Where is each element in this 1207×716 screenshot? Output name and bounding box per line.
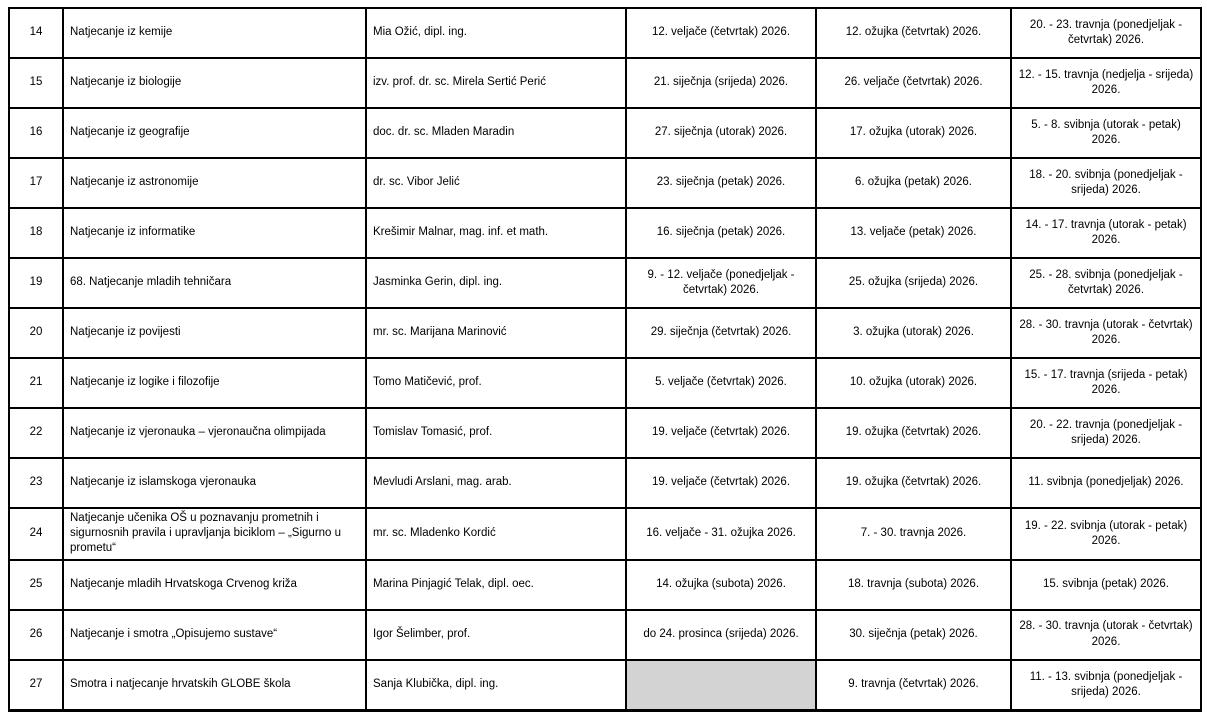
table-row	[9, 358, 1201, 408]
date-column1-cell: 29. siječnja (četvrtak) 2026.	[626, 308, 816, 358]
date-column2-cell: 10. ožujka (utorak) 2026.	[816, 358, 1011, 408]
competition-name-cell: Natjecanje iz astronomije	[63, 158, 366, 208]
date-column1-cell: do 24. prosinca (srijeda) 2026.	[626, 610, 816, 660]
row-number-cell: 15	[9, 58, 63, 108]
date-column2-cell: 19. ožujka (četvrtak) 2026.	[816, 408, 1011, 458]
competition-name-cell: Natjecanje mladih Hrvatskoga Crvenog križa	[63, 560, 366, 610]
coordinator-name-cell: doc. dr. sc. Mladen Maradin	[366, 108, 626, 158]
competition-name-cell: Natjecanje iz kemije	[63, 8, 366, 58]
row-number-cell: 24	[9, 508, 63, 560]
table-row	[9, 258, 1201, 308]
date-column2-cell: 25. ožujka (srijeda) 2026.	[816, 258, 1011, 308]
coordinator-name-cell: Krešimir Malnar, mag. inf. et math.	[366, 208, 626, 258]
coordinator-name-cell: izv. prof. dr. sc. Mirela Sertić Perić	[366, 58, 626, 108]
row-number-cell: 23	[9, 458, 63, 508]
competition-name-cell: Natjecanje iz povijesti	[63, 308, 366, 358]
competition-name-cell: Smotra i natjecanje hrvatskih GLOBE škola	[63, 660, 366, 711]
coordinator-name-cell: Tomo Matičević, prof.	[366, 358, 626, 408]
competition-schedule-table	[8, 7, 1202, 712]
competition-name-cell: Natjecanje iz vjeronauka – vjeronaučna olimpijada	[63, 408, 366, 458]
date-column3-cell: 20. - 22. travnja (ponedjeljak - srijeda) 2026.	[1011, 408, 1201, 458]
date-column3-cell: 19. - 22. svibnja (utorak - petak) 2026.	[1011, 508, 1201, 560]
row-number-cell: 22	[9, 408, 63, 458]
table-row	[9, 458, 1201, 508]
date-column3-cell: 11. svibnja (ponedjeljak) 2026.	[1011, 458, 1201, 508]
competition-name-cell: Natjecanje iz informatike	[63, 208, 366, 258]
date-column1-cell: 14. ožujka (subota) 2026.	[626, 560, 816, 610]
row-number-cell: 17	[9, 158, 63, 208]
competition-name-cell: Natjecanje iz logike i filozofije	[63, 358, 366, 408]
table-row	[9, 58, 1201, 108]
coordinator-name-cell: Jasminka Gerin, dipl. ing.	[366, 258, 626, 308]
date-column1-cell: 19. veljače (četvrtak) 2026.	[626, 458, 816, 508]
table-row	[9, 660, 1201, 711]
date-column1-cell: 16. veljače - 31. ožujka 2026.	[626, 508, 816, 560]
date-column1-cell: 27. siječnja (utorak) 2026.	[626, 108, 816, 158]
coordinator-name-cell: Sanja Klubička, dipl. ing.	[366, 660, 626, 711]
row-number-cell: 26	[9, 610, 63, 660]
coordinator-name-cell: Tomislav Tomasić, prof.	[366, 408, 626, 458]
date-column1-cell: 19. veljače (četvrtak) 2026.	[626, 408, 816, 458]
coordinator-name-cell: mr. sc. Mladenko Kordić	[366, 508, 626, 560]
table-row	[9, 560, 1201, 610]
table-row	[9, 408, 1201, 458]
date-column3-cell: 15. - 17. travnja (srijeda - petak) 2026.	[1011, 358, 1201, 408]
date-column3-cell: 28. - 30. travnja (utorak - četvrtak) 2026.	[1011, 308, 1201, 358]
date-column3-cell: 12. - 15. travnja (nedjelja - srijeda) 2026.	[1011, 58, 1201, 108]
coordinator-name-cell: Marina Pinjagić Telak, dipl. oec.	[366, 560, 626, 610]
date-column1-cell: 5. veljače (četvrtak) 2026.	[626, 358, 816, 408]
date-column3-cell: 5. - 8. svibnja (utorak - petak) 2026.	[1011, 108, 1201, 158]
date-column2-cell: 3. ožujka (utorak) 2026.	[816, 308, 1011, 358]
document-page	[8, 7, 1202, 712]
table-row	[9, 308, 1201, 358]
date-column3-cell: 28. - 30. travnja (utorak - četvrtak) 2026.	[1011, 610, 1201, 660]
competition-name-cell: 68. Natjecanje mladih tehničara	[63, 258, 366, 308]
row-number-cell: 19	[9, 258, 63, 308]
row-number-cell: 18	[9, 208, 63, 258]
date-column2-cell: 26. veljače (četvrtak) 2026.	[816, 58, 1011, 108]
row-number-cell: 25	[9, 560, 63, 610]
date-column2-cell: 7. - 30. travnja 2026.	[816, 508, 1011, 560]
date-column2-cell: 12. ožujka (četvrtak) 2026.	[816, 8, 1011, 58]
date-column3-cell: 18. - 20. svibnja (ponedjeljak - srijeda) 2026.	[1011, 158, 1201, 208]
competition-name-cell: Natjecanje iz islamskoga vjeronauka	[63, 458, 366, 508]
date-column1-cell: 21. siječnja (srijeda) 2026.	[626, 58, 816, 108]
competition-name-cell: Natjecanje učenika OŠ u poznavanju prometnih i sigurnosnih pravila i upravljanja biciklom – „Sigurno u prometu“	[63, 508, 366, 560]
competition-name-cell: Natjecanje i smotra „Opisujemo sustave“	[63, 610, 366, 660]
date-column2-cell: 9. travnja (četvrtak) 2026.	[816, 660, 1011, 711]
date-column3-cell: 11. - 13. svibnja (ponedjeljak - srijeda) 2026.	[1011, 660, 1201, 711]
coordinator-name-cell: Mevludi Arslani, mag. arab.	[366, 458, 626, 508]
date-column3-cell: 25. - 28. svibnja (ponedjeljak - četvrtak) 2026.	[1011, 258, 1201, 308]
table-row	[9, 8, 1201, 58]
coordinator-name-cell: Igor Šelimber, prof.	[366, 610, 626, 660]
date-column2-cell: 18. travnja (subota) 2026.	[816, 560, 1011, 610]
coordinator-name-cell: mr. sc. Marijana Marinović	[366, 308, 626, 358]
row-number-cell: 14	[9, 8, 63, 58]
date-column2-cell: 30. siječnja (petak) 2026.	[816, 610, 1011, 660]
row-number-cell: 27	[9, 660, 63, 711]
row-number-cell: 21	[9, 358, 63, 408]
competition-name-cell: Natjecanje iz biologije	[63, 58, 366, 108]
date-column2-cell: 13. veljače (petak) 2026.	[816, 208, 1011, 258]
date-column3-cell: 15. svibnja (petak) 2026.	[1011, 560, 1201, 610]
table-body	[9, 8, 1201, 711]
table-row	[9, 508, 1201, 560]
row-number-cell: 20	[9, 308, 63, 358]
table-row	[9, 610, 1201, 660]
date-column1-cell: 9. - 12. veljače (ponedjeljak - četvrtak) 2026.	[626, 258, 816, 308]
competition-name-cell: Natjecanje iz geografije	[63, 108, 366, 158]
date-column2-cell: 6. ožujka (petak) 2026.	[816, 158, 1011, 208]
coordinator-name-cell: Mia Ožić, dipl. ing.	[366, 8, 626, 58]
date-column3-cell: 14. - 17. travnja (utorak - petak) 2026.	[1011, 208, 1201, 258]
coordinator-name-cell: dr. sc. Vibor Jelić	[366, 158, 626, 208]
date-column1-cell: 23. siječnja (petak) 2026.	[626, 158, 816, 208]
table-row	[9, 158, 1201, 208]
date-column1-cell	[626, 660, 816, 711]
date-column2-cell: 17. ožujka (utorak) 2026.	[816, 108, 1011, 158]
row-number-cell: 16	[9, 108, 63, 158]
table-row	[9, 108, 1201, 158]
date-column2-cell: 19. ožujka (četvrtak) 2026.	[816, 458, 1011, 508]
date-column3-cell: 20. - 23. travnja (ponedjeljak - četvrtak) 2026.	[1011, 8, 1201, 58]
table-row	[9, 208, 1201, 258]
date-column1-cell: 12. veljače (četvrtak) 2026.	[626, 8, 816, 58]
date-column1-cell: 16. siječnja (petak) 2026.	[626, 208, 816, 258]
